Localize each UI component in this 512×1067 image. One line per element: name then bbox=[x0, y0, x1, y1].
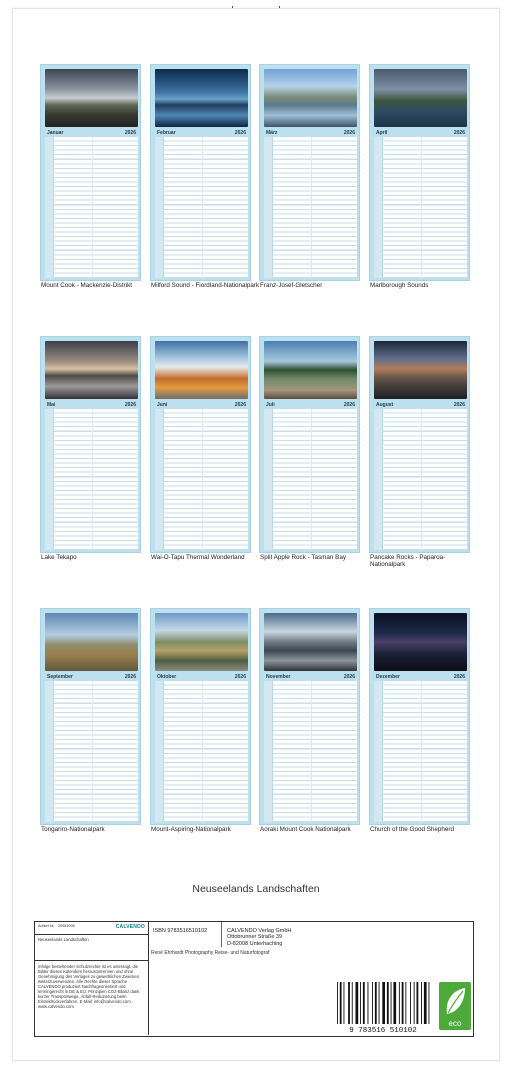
publisher-address: CALVENDO Verlag GmbH Ottobrunner Straße 39 D-82008 Unterhaching bbox=[227, 928, 292, 947]
month-page-7 bbox=[259, 336, 360, 553]
leaf-icon bbox=[439, 982, 471, 1030]
photo-caption: Franz-Josef-Gletscher bbox=[260, 282, 323, 289]
photo-caption: Mount Cook - Mackenzie-Distrikt bbox=[41, 282, 132, 289]
footer-right-column bbox=[149, 922, 475, 1035]
month-year: 2026 bbox=[453, 673, 465, 680]
month-header bbox=[264, 401, 357, 408]
isbn: ISBN 9783516510102 bbox=[153, 928, 208, 934]
month-header bbox=[374, 673, 467, 680]
landscape-photo bbox=[155, 341, 248, 399]
month-year: 2026 bbox=[234, 129, 246, 136]
landscape-photo bbox=[264, 69, 357, 127]
month-name: April bbox=[376, 129, 388, 136]
month-header bbox=[264, 129, 357, 136]
month-header bbox=[155, 129, 248, 136]
barcode-digits: 9 783516 510102 bbox=[349, 1027, 417, 1034]
photo-caption: Mount-Aspiring-Nationalpark bbox=[151, 826, 231, 833]
day-grid bbox=[155, 409, 248, 550]
month-name: Januar bbox=[47, 129, 64, 136]
month-page-5 bbox=[40, 336, 141, 553]
month-year: 2026 bbox=[234, 401, 246, 408]
month-year: 2026 bbox=[343, 673, 355, 680]
product-title-box bbox=[35, 935, 148, 961]
month-name: Juli bbox=[266, 401, 275, 408]
photo-caption: Milford Sound - Fiordland-Nationalpark bbox=[151, 282, 260, 289]
day-grid bbox=[264, 137, 357, 278]
landscape-photo bbox=[374, 341, 467, 399]
landscape-photo bbox=[45, 69, 138, 127]
day-grid bbox=[45, 137, 138, 278]
month-name: September bbox=[47, 673, 73, 680]
landscape-photo bbox=[155, 69, 248, 127]
day-grid bbox=[264, 681, 357, 822]
calendar-title: Neuseelands Landschaften bbox=[192, 883, 320, 895]
month-name: Februar bbox=[157, 129, 176, 136]
month-page-3 bbox=[259, 64, 360, 281]
month-page-12 bbox=[369, 608, 470, 825]
month-year: 2026 bbox=[343, 401, 355, 408]
landscape-photo bbox=[264, 613, 357, 671]
landscape-photo bbox=[374, 69, 467, 127]
article-label: Artikel-Nr. bbox=[38, 924, 55, 928]
month-header bbox=[45, 673, 138, 680]
day-grid bbox=[374, 681, 467, 822]
day-grid bbox=[45, 409, 138, 550]
month-page-11 bbox=[259, 608, 360, 825]
landscape-photo bbox=[45, 341, 138, 399]
month-year: 2026 bbox=[124, 129, 136, 136]
barcode bbox=[331, 980, 435, 1034]
photo-caption: Pancake Rocks - Paparoa-Nationalpark bbox=[370, 554, 446, 569]
month-name: Juni bbox=[157, 401, 168, 408]
month-header bbox=[155, 673, 248, 680]
eco-label: eco bbox=[448, 1019, 462, 1028]
month-header bbox=[264, 673, 357, 680]
month-header bbox=[45, 129, 138, 136]
month-page-1 bbox=[40, 64, 141, 281]
month-header bbox=[45, 401, 138, 408]
photo-caption: Church of the Good Shepherd bbox=[370, 826, 455, 833]
article-number: 20963095 bbox=[57, 924, 75, 928]
photo-caption: Wai-O-Tapu Thermal Wonderland bbox=[151, 554, 245, 561]
day-grid bbox=[45, 681, 138, 822]
month-page-10 bbox=[150, 608, 251, 825]
landscape-photo bbox=[374, 613, 467, 671]
month-header bbox=[155, 401, 248, 408]
photo-caption: Split Apple Rock - Tasman Bay bbox=[260, 554, 346, 561]
month-name: März bbox=[266, 129, 278, 136]
month-year: 2026 bbox=[453, 129, 465, 136]
day-grid bbox=[155, 137, 248, 278]
landscape-photo bbox=[155, 613, 248, 671]
month-header bbox=[374, 129, 467, 136]
photo-caption: Aoraki Mount Cook Nationalpark bbox=[260, 826, 351, 833]
month-name: Mai bbox=[47, 401, 56, 408]
footer-left-column bbox=[35, 922, 149, 1035]
day-grid bbox=[155, 681, 248, 822]
day-grid bbox=[374, 137, 467, 278]
month-year: 2026 bbox=[234, 673, 246, 680]
product-title: Neuseelands Landschaften bbox=[38, 937, 89, 942]
month-page-6 bbox=[150, 336, 251, 553]
photo-caption: Tongariro-Nationalpark bbox=[41, 826, 105, 833]
month-page-4 bbox=[369, 64, 470, 281]
month-year: 2026 bbox=[124, 673, 136, 680]
legal-text: Infolge bestehender Schutzrechte ist es untersagt, die Bilder dieses Kalenders herauszutrennen und ohne Genehmigung des Verlages zu gewerblichen Zwecken weiterzuverwenden. Alle Rechte dieser Sprache CALVENDO produziert Nachfrageorientiert und termingerecht in DE & EU. Prinzipien CO2-Bilanz dank kurzer Transportwege, Abfall-Reduzierung beim Einzeldruckverfahren. E-Mail: info@calvendo.com · www.calvendo.com bbox=[38, 964, 140, 1009]
month-page-2 bbox=[150, 64, 251, 281]
day-grid bbox=[264, 409, 357, 550]
month-name: Dezember bbox=[376, 673, 400, 680]
product-info-footer bbox=[34, 921, 474, 1037]
eco-badge bbox=[439, 982, 471, 1030]
landscape-photo bbox=[264, 341, 357, 399]
day-grid bbox=[374, 409, 467, 550]
month-year: 2026 bbox=[124, 401, 136, 408]
article-box bbox=[35, 922, 148, 935]
month-page-9 bbox=[40, 608, 141, 825]
month-header bbox=[374, 401, 467, 408]
month-name: August bbox=[376, 401, 394, 408]
landscape-photo bbox=[45, 613, 138, 671]
calvendo-logo: CALVENDO bbox=[115, 924, 145, 930]
month-name: Oktober bbox=[157, 673, 177, 680]
photo-caption: Marlborough Sounds bbox=[370, 282, 429, 289]
month-year: 2026 bbox=[453, 401, 465, 408]
photo-caption: Lake Tekapo bbox=[41, 554, 77, 561]
photographer-credit: René Ehrhardt Photography Reise- und Naturfotograf bbox=[151, 950, 270, 956]
month-year: 2026 bbox=[343, 129, 355, 136]
month-name: November bbox=[266, 673, 291, 680]
month-page-8 bbox=[369, 336, 470, 553]
